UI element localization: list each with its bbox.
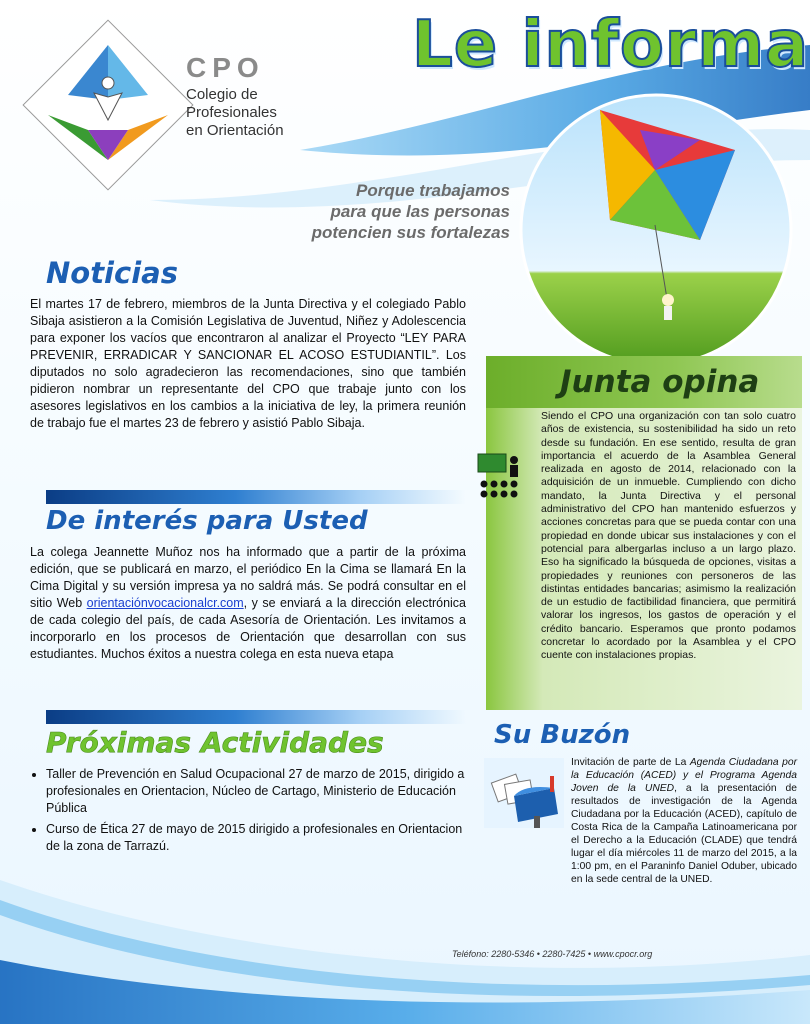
- footer-contact: Teléfono: 2280-5346 • 2280-7425 • www.cpocr.org: [452, 949, 653, 959]
- list-item: • Taller de Prevención en Salud Ocupacional 27 de marzo de 2015, dirigido a profesionales en Orientacion, Núcleo de Cartago, Ministerio de Educación Pública: [46, 766, 466, 817]
- logo-name-line2: Profesionales: [186, 104, 277, 121]
- interes-body: [30, 544, 466, 663]
- interes-body-end: , y se enviará a la dirección electrónica de cada colegio del país, de cada Asesoría de Orientación. Les invitamos a incorporarlo en los procesos de Orientación que desarrollan con sus estudiantes. Muchos éxitos a nuestra colega en esta nueva etapa: [30, 596, 466, 661]
- mailbox-icon: [484, 758, 564, 828]
- tagline-line2: para que las personas: [330, 202, 510, 221]
- buzon-body: [571, 756, 797, 886]
- buzon-text-3: , a la presentación de resultados de investigación de la Agenda Ciudadana por la Educación (ACED), capítulo de Costa Rica de la Campaña Latinoamericana por el Derecho a la Educación (CLADE) que tendrá lugar el día miércoles 11 de marzo del 2015, a la 1:00 pm, en el Paraninfo Daniel Oduber, ubicado en la sede central de la UNED.: [571, 783, 797, 885]
- logo-name: [186, 86, 296, 140]
- tagline-line3: potencien sus fortalezas: [311, 223, 510, 242]
- actividades-list: [32, 766, 466, 859]
- noticias-title: Noticias: [46, 256, 178, 290]
- logo-name-line3: en Orientación: [186, 122, 284, 139]
- section-divider-band: [46, 710, 466, 724]
- interes-title: De interés para Usted: [46, 506, 368, 536]
- junta-body: Siendo el CPO una organización con tan solo cuatro años de existencia, su sostenibilidad ha sido un reto desde su fundación. En ese sentido, resulta de gran importancia el acuerdo de la Asamblea General realizada en agosto de 2014, relacionado con la adquisición de un inmueble. Cumpliendo con dicho mandato, la Junta Directiva y el personal administrativo del CPO han mantenido esfuerzos y acciones concretas para que se pueda contar con una propiedad en donde ubicar sus instalaciones y con el potencial para albergarlas incluso a un largo plazo. Eso ha significado la búsqueda de opciones, visitas a propiedades y reuniones con personeros de las distintas entidades bancarias; asimismo la realización de un estudio de factibilidad financiera, que permitirá valorar los ingresos, los gastos de operación y el crédito bancario. Esperamos que pronto podamos concretar lo acordado por la Asamblea y el CPO cuente con instalaciones propias.: [541, 410, 796, 662]
- interes-body-start: La colega Jeannette Muñoz nos ha informado que a partir de la próxima edición, que se publicará en marzo, el periódico En la Cima se llamará En la Cima Digital y su versión impresa ya no saldrá más. Se podrá consultar en el sitio Web: [30, 545, 466, 610]
- banner-title: Le informa: [412, 8, 810, 82]
- tagline: [270, 180, 510, 243]
- meeting-icon: [476, 452, 528, 502]
- logo-name-line1: Colegio de: [186, 86, 258, 103]
- section-divider-band: [46, 490, 466, 504]
- junta-title: Junta opina: [560, 364, 760, 400]
- logo-acronym: CPO: [186, 52, 265, 83]
- noticias-body: El martes 17 de febrero, miembros de la Junta Directiva y el colegiado Pablo Sibaja asistieron a la Comisión Legislativa de Juventud, Niñez y Adolescencia para exponer los vacíos que encontraron al analizar el Proyecto “LEY PARA PREVENIR, ERRADICAR Y SANCIONAR EL ACOSO ESTUDIANTIL”. Los diputados no solo agradecieron las recomendaciones, sino que también pidieron nombrar un representante del CPO que trabaje junto con los asesores legislativos en los cambios a la iniciativa de ley, la primera reunión de trabajo fue el martes 23 de febrero y asistió Pablo Sibaja.: [30, 297, 466, 430]
- buzon-text-1: Invitación de parte de La: [571, 757, 690, 768]
- buzon-title: Su Buzón: [494, 720, 631, 750]
- tagline-line1: Porque trabajamos: [356, 181, 510, 200]
- website-link[interactable]: orientaciónvocacionalcr.com: [86, 596, 244, 610]
- list-item: • Curso de Ética 27 de mayo de 2015 dirigido a profesionales en Orientacion de la zona de Tarrazú.: [46, 821, 466, 855]
- actividades-title: Próximas Actividades: [46, 726, 384, 759]
- buzon-text-italic: Agenda Ciudadana por la Educación (ACED) y el Programa Agenda Joven de la UNED: [571, 757, 797, 794]
